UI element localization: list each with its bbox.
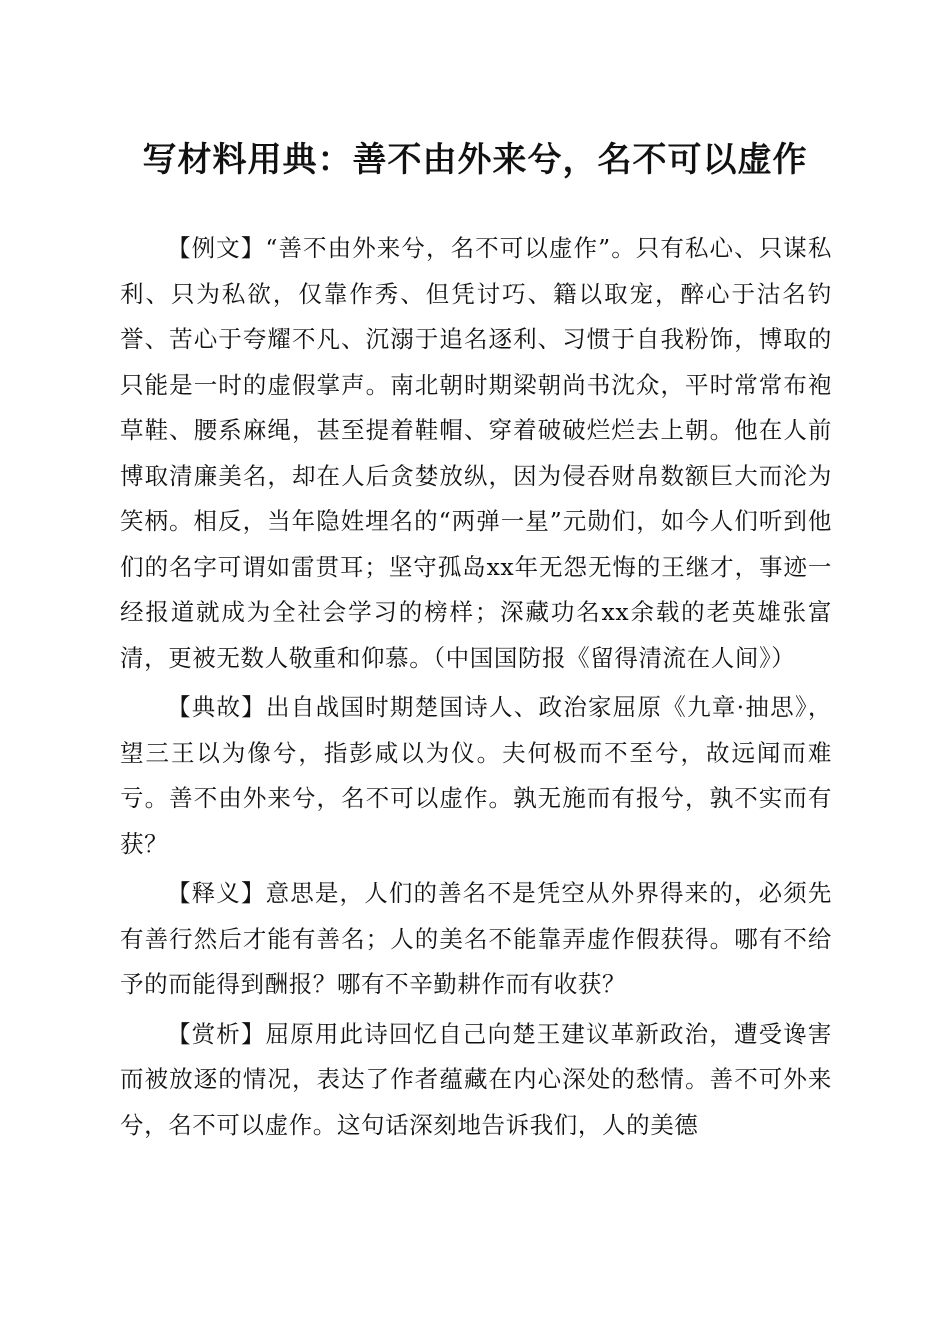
document-body bbox=[120, 226, 832, 1152]
paragraph-example: 【例文】“善不由外来兮，名不可以虚作”。只有私心、只谋私利、只为私欲，仅靠作秀、但凭讨巧、籍以取宠，醉心于沽名钓誉、苦心于夸耀不凡、沉溺于追名逐利、习惯于自我粉饰，博取的只能是一时的虚假掌声。南北朝时期梁朝尚书沈众，平时常常布袍草鞋、腰系麻绳，甚至提着鞋帽、穿着破破烂烂去上朝。他在人前博取清廉美名，却在人后贪婪放纵，因为侵吞财帛数额巨大而沦为笑柄。相反，当年隐姓埋名的“两弹一星”元勋们，如今人们听到他们的名字可谓如雷贯耳；坚守孤岛xx年无怨无悔的王继才，事迹一经报道就成为全社会学习的榜样；深藏功名xx余载的老英雄张富清，更被无数人敬重和仰慕。（中国国防报《留得清流在人间》） bbox=[120, 234, 832, 672]
paragraph-allusion: 【典故】出自战国时期楚国诗人、政治家屈原《九章·抽思》，望三王以为像兮，指彭咸以为仪。夫何极而不至兮，故远闻而难亏。善不由外来兮，名不可以虚作。孰无施而有报兮，孰不实而有获？ bbox=[120, 693, 832, 858]
paragraph-appreciation: 【赏析】屈原用此诗回忆自己向楚王建议革新政治，遭受谗害而被放逐的情况，表达了作者蕴藏在内心深处的愁情。善不可外来兮，名不可以虚作。这句话深刻地告诉我们，人的美德 bbox=[120, 1019, 832, 1139]
paragraph-interpretation: 【释义】意思是，人们的善名不是凭空从外界得来的，必须先有善行然后才能有善名；人的美名不能靠弄虚作假获得。哪有不给予的而能得到酬报？哪有不辛勤耕作而有收获？ bbox=[120, 879, 832, 998]
document-title: 写材料用典：善不由外来兮，名不可以虚作 bbox=[142, 140, 808, 180]
